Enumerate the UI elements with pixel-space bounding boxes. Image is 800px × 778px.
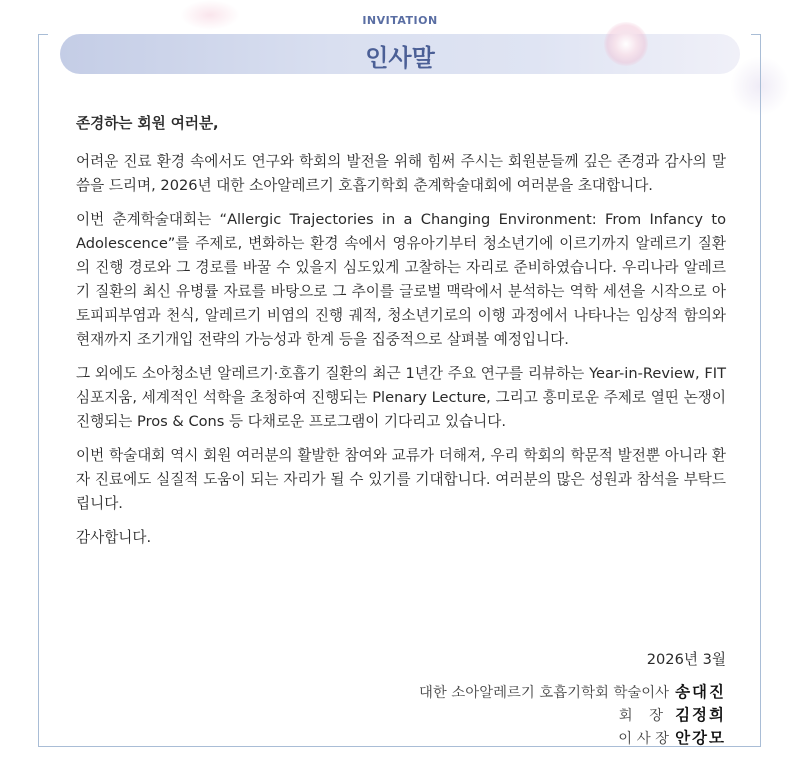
signature-name: 김정희 (675, 706, 726, 724)
signature-role: 이 사 장 (618, 731, 670, 747)
paragraph-program: 그 외에도 소아청소년 알레르기·호흡기 질환의 최근 1년간 주요 연구를 리뷰하는 Year-in-Review, FIT 심포지움, 세계적인 석학을 초청하여 진행되는 Plenary Lecture, 그리고 흥미로운 주제로 열띤 논쟁이 진행되는 Pros & Cons 등 다채로운 프로그램이 기다리고 있습니다. (76, 365, 726, 430)
frame-corner-right (751, 34, 761, 35)
header-label: INVITATION (362, 14, 438, 27)
signature-name: 송대진 (675, 683, 726, 701)
paragraph-closing: 이번 학술대회 역시 회원 여러분의 활발한 참여와 교류가 더해져, 우리 학회의 학문적 발전뿐 아니라 환자 진료에도 실질적 도움이 되는 자리가 될 수 있기를 기대합니다. 여러분의 많은 성원과 참석을 부탁드립니다. (76, 447, 726, 512)
paragraph-intro: 어려운 진료 환경 속에서도 연구와 학회의 발전을 위해 힘써 주시는 회원분들께 깊은 존경과 감사의 말씀을 드리며, 2026년 대한 소아알레르기 호흡기학회 춘계학술대회에 여러분을 초대합니다. (76, 153, 726, 194)
paragraph-theme: 이번 춘계학술대회는 “Allergic Trajectories in a Changing Environment: From Infancy to Adolescence”를 주제로, 변화하는 환경 속에서 영유아기부터 청소년기에 이르기까지 알레르기 질환의 진행 경로와 그 경로를 바꿀 수 있을지 심도있게 고찰하는 자리로 준비하였습니다. 우리나라 알레르기 질환의 최신 유병률 자료를 바탕으로 그 추이를 글로벌 맥락에서 분석하는 역학 세션을 시작으로 아토피피부염과 천식, 알레르기 비염의 진행 궤적, 청소년기로의 이행 과정에서 나타나는 임상적 함의와 현재까지 조기개입 전략의 가능성과 한계 등을 집중적으로 살펴볼 예정입니다. (76, 211, 726, 348)
page-title: 인사말 (365, 44, 435, 72)
signature-row (330, 726, 726, 748)
frame-corner-left (38, 34, 48, 35)
signature-role: 대한 소아알레르기 호흡기학회 학술이사 (419, 685, 670, 701)
signature-row (330, 703, 726, 725)
signature-role: 회 장 (618, 708, 670, 724)
greeting: 존경하는 회원 여러분, (76, 115, 219, 132)
signature-row (330, 680, 726, 702)
signature-name: 안강모 (675, 729, 726, 747)
letter-date: 2026년 3월 (646, 651, 726, 668)
letter-body (76, 112, 726, 560)
paragraph-thanks: 감사합니다. (76, 529, 152, 546)
